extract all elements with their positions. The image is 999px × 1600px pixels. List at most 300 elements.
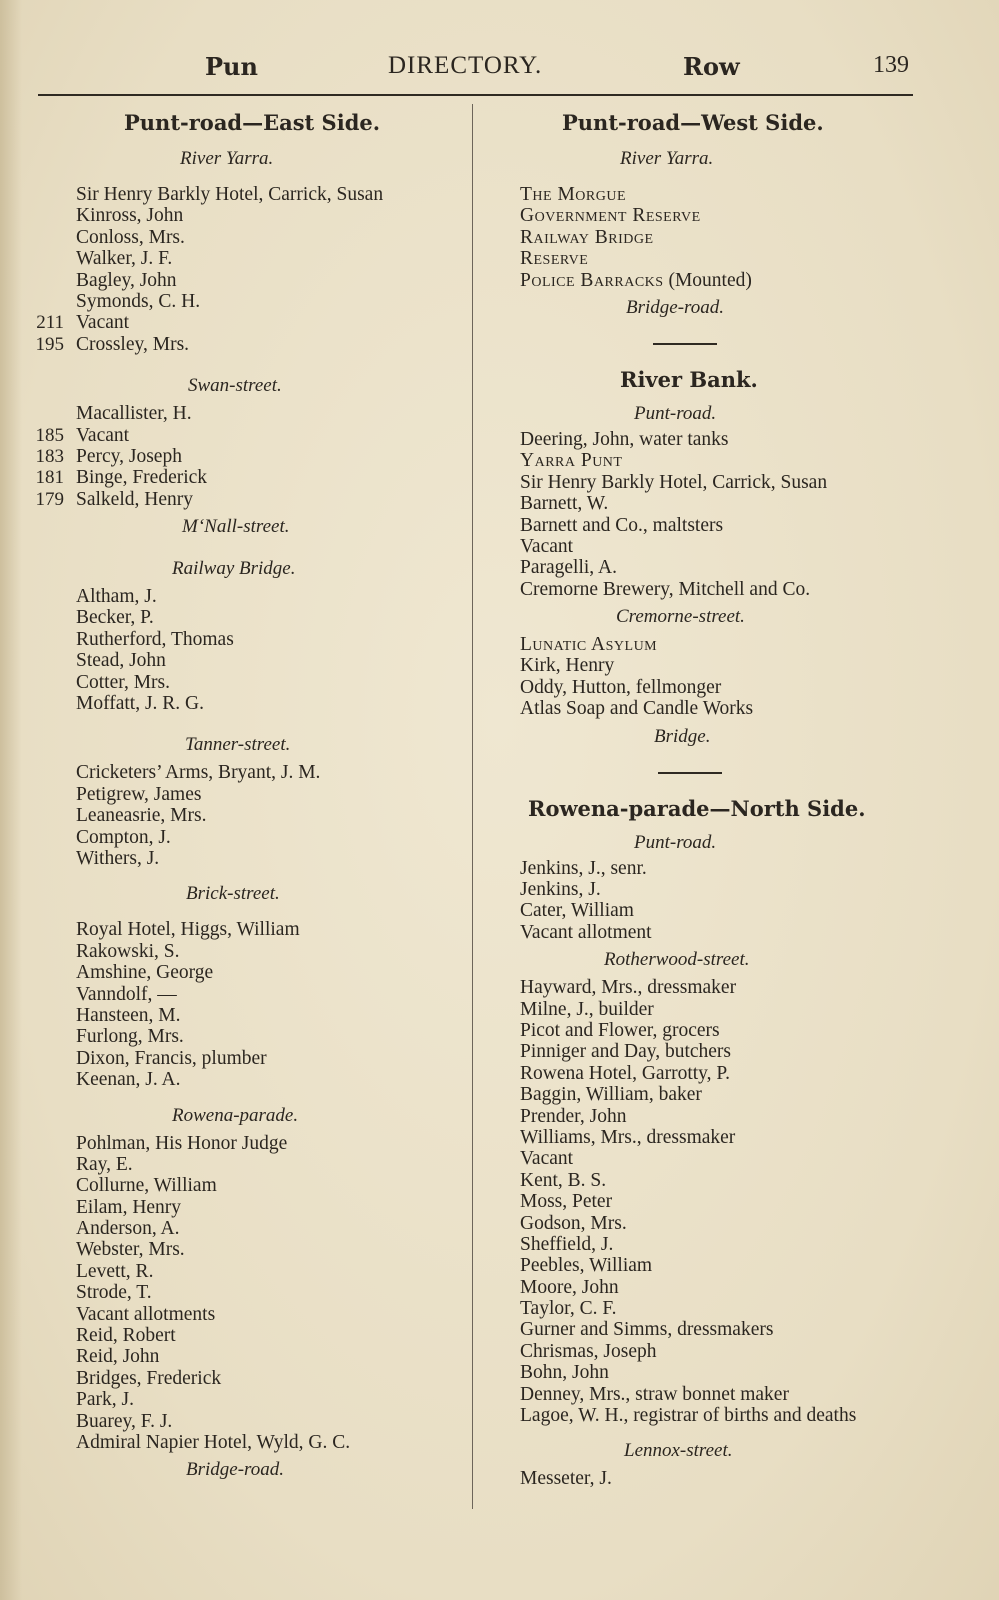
resident-name: [520, 634, 657, 655]
resident-name: [76, 1411, 172, 1432]
resident-name: [76, 312, 129, 333]
directory-entry: [520, 450, 980, 471]
resident-name-text: Vacant: [76, 312, 130, 334]
section-title: River Bank.: [620, 366, 758, 392]
resident-name: [520, 1191, 612, 1212]
street-heading: Bridge-road.: [626, 296, 724, 318]
directory-entry: [28, 693, 468, 714]
resident-name: [520, 1148, 573, 1169]
directory-entry: [520, 1298, 980, 1319]
directory-entry: [520, 227, 980, 248]
house-number: 183: [35, 445, 64, 467]
section-rule: [653, 343, 717, 345]
resident-name: [520, 184, 626, 205]
resident-name: [76, 1005, 181, 1026]
directory-entry: [28, 312, 468, 333]
street-heading: River Yarra.: [620, 148, 714, 169]
street-heading: Cremorne-street.: [616, 606, 745, 628]
directory-entry: [520, 1468, 980, 1489]
directory-entry: [28, 919, 468, 940]
section-title: Punt-road—West Side.: [562, 110, 824, 135]
directory-entry: [28, 1411, 468, 1432]
entry-list: [520, 977, 980, 1426]
resident-name-text: Ray, E.: [76, 1153, 133, 1175]
directory-entry: [520, 1106, 980, 1127]
entry-list: [28, 184, 468, 355]
resident-name-text: Moffatt, J. R. G.: [76, 693, 205, 715]
directory-entry: [520, 472, 980, 493]
directory-entry: [28, 1048, 468, 1069]
resident-name: [520, 1213, 627, 1234]
resident-name-text: Levett, R.: [76, 1260, 154, 1282]
directory-entry: [520, 1084, 980, 1105]
directory-entry: [520, 557, 980, 578]
resident-name-text: Becker, P.: [76, 607, 154, 629]
resident-name: [76, 1389, 134, 1410]
resident-name-text: Reid, John: [76, 1346, 160, 1368]
resident-name-text: Strode, T.: [76, 1282, 152, 1304]
directory-entry: [520, 1213, 980, 1234]
resident-name: [76, 1368, 221, 1389]
resident-name: [520, 1341, 657, 1362]
resident-name: [76, 962, 213, 983]
resident-name-text: Deering, John, water tanks: [520, 428, 729, 450]
resident-name-text: Compton, J.: [76, 826, 171, 848]
entry-list: [28, 586, 468, 714]
resident-name-text: Kirk, Henry: [520, 655, 615, 677]
right-column: [520, 104, 980, 1490]
directory-entry: [520, 493, 980, 514]
resident-name: [520, 900, 634, 921]
directory-entry: [28, 1239, 468, 1260]
resident-name-text: Buarey, F. J.: [76, 1410, 173, 1432]
resident-name-text: Cricketers’ Arms, Bryant, J. M.: [76, 762, 321, 784]
resident-name-text: Hansteen, M.: [76, 1004, 181, 1026]
resident-name-text: Atlas Soap and Candle Works: [520, 698, 754, 720]
resident-name: [520, 698, 753, 719]
resident-name: [520, 1468, 612, 1489]
section-title: Punt-road—East Side.: [124, 110, 381, 135]
resident-name-text: Macallister, H.: [76, 403, 192, 425]
resident-name: [76, 403, 192, 424]
resident-name-text: Royal Hotel, Higgs, William: [76, 919, 300, 941]
column-divider: [472, 104, 473, 1509]
entry-list: [28, 1133, 468, 1454]
street-heading: Swan-street.: [188, 375, 282, 397]
street-heading: M‘Nall-street.: [182, 516, 290, 538]
directory-entry: [520, 1384, 980, 1405]
resident-name-text: Vacant: [76, 424, 130, 446]
resident-name: [76, 291, 200, 312]
resident-name-text: Altham, J.: [76, 586, 157, 608]
resident-name-text: Kinross, John: [76, 205, 184, 227]
directory-entry: [520, 1148, 980, 1169]
resident-name-text: Barnett and Co., maltsters: [520, 514, 724, 536]
resident-name-text: Vacant allotments: [76, 1303, 216, 1325]
resident-name: [520, 677, 721, 698]
directory-entry: [28, 607, 468, 628]
entry-list: [520, 1468, 980, 1489]
resident-name: [76, 805, 206, 826]
resident-name: [76, 762, 320, 783]
resident-name: [76, 941, 179, 962]
resident-name: [76, 248, 172, 269]
resident-name-text: Conloss, Mrs.: [76, 226, 185, 248]
resident-name-text: Sir Henry Barkly Hotel, Carrick, Susan: [520, 471, 828, 493]
directory-entry: [520, 1170, 980, 1191]
street-heading: Tanner-street.: [185, 734, 291, 756]
resident-name: [76, 227, 185, 248]
header-rule: [38, 94, 913, 96]
directory-entry: [28, 1197, 468, 1218]
entry-list: [28, 403, 468, 510]
directory-entry: [520, 655, 980, 676]
resident-name-text: Yarra Punt: [520, 450, 623, 472]
resident-name-text: Denney, Mrs., straw bonnet maker: [520, 1383, 789, 1405]
directory-entry: [28, 1069, 468, 1090]
resident-name-text: Crossley, Mrs.: [76, 333, 190, 355]
resident-name-text: Walker, J. F.: [76, 248, 173, 270]
resident-name-text: Milne, J., builder: [520, 998, 654, 1020]
resident-name-text: Chrismas, Joseph: [520, 1340, 657, 1362]
resident-name-text: Park, J.: [76, 1389, 134, 1411]
header-left-catchword: Pun: [205, 52, 258, 81]
resident-name-text: Anderson, A.: [76, 1218, 180, 1240]
directory-entry: [520, 184, 980, 205]
resident-name: [76, 1069, 181, 1090]
directory-entry: [28, 467, 468, 488]
directory-entry: [520, 1277, 980, 1298]
resident-name-text: Webster, Mrs.: [76, 1239, 185, 1261]
resident-name-text: Cremorne Brewery, Mitchell and Co.: [520, 578, 811, 600]
resident-name-text: Reid, Robert: [76, 1325, 176, 1347]
resident-name: [520, 270, 752, 291]
resident-name: [76, 184, 383, 205]
resident-name-text: Vacant allotment: [520, 921, 652, 943]
resident-name: [76, 586, 157, 607]
directory-entry: [28, 1389, 468, 1410]
directory-entry: [28, 984, 468, 1005]
resident-name-text: Messeter, J.: [520, 1468, 612, 1490]
resident-name: [520, 858, 647, 879]
street-heading: Bridge-road.: [186, 1459, 284, 1481]
directory-entry: [28, 1133, 468, 1154]
resident-name: [520, 1277, 619, 1298]
directory-entry: [520, 1234, 980, 1255]
resident-name: [76, 1346, 159, 1367]
directory-entry: [520, 579, 980, 600]
directory-entry: [28, 941, 468, 962]
street-heading: Punt-road.: [634, 831, 717, 853]
resident-name-text: Dixon, Francis, plumber: [76, 1047, 267, 1069]
resident-name: [520, 1405, 856, 1426]
directory-entry: [28, 334, 468, 355]
resident-name-text: Prender, John: [520, 1105, 627, 1127]
resident-name-text: Sheffield, J.: [520, 1233, 614, 1255]
resident-name: [76, 1175, 217, 1196]
directory-entry: [28, 270, 468, 291]
resident-name: [520, 1298, 617, 1319]
resident-name: [520, 429, 728, 450]
directory-entry: [520, 1255, 980, 1276]
directory-entry: [520, 698, 980, 719]
resident-name: [76, 1026, 184, 1047]
street-heading: Rowena-parade.: [172, 1104, 299, 1126]
directory-entry: [520, 1041, 980, 1062]
directory-entry: [520, 1020, 980, 1041]
resident-name: [76, 1325, 176, 1346]
directory-entry: [28, 672, 468, 693]
resident-name-text: Collurne, William: [76, 1175, 217, 1197]
resident-name-text: Taylor, C. F.: [520, 1298, 617, 1320]
street-heading: Bridge.: [654, 725, 711, 747]
resident-name-text: Baggin, William, baker: [520, 1084, 702, 1106]
resident-name-text: Bridges, Frederick: [76, 1367, 222, 1389]
resident-name-text: Cater, William: [520, 900, 634, 922]
resident-name: [520, 1106, 626, 1127]
entry-list: [520, 858, 980, 944]
directory-entry: [520, 1063, 980, 1084]
entry-list: [520, 634, 980, 720]
resident-name-text: Government Reserve: [520, 205, 701, 227]
resident-name-text: Percy, Joseph: [76, 445, 182, 467]
resident-name: [520, 879, 601, 900]
section-title: Rowena-parade—North Side.: [528, 795, 866, 821]
house-number: 179: [35, 488, 64, 510]
street-heading: Rotherwood-street.: [604, 949, 750, 971]
directory-entry: [28, 1154, 468, 1175]
street-heading: Brick-street.: [186, 883, 280, 905]
directory-entry: [520, 536, 980, 557]
directory-entry: [28, 1325, 468, 1346]
directory-entry: [28, 1346, 468, 1367]
directory-entry: [28, 586, 468, 607]
resident-name-text: Williams, Mrs., dressmaker: [520, 1126, 736, 1148]
resident-name-text: Symonds, C. H.: [76, 290, 201, 312]
resident-name-text: Peebles, William: [520, 1255, 653, 1277]
resident-name-text: Godson, Mrs.: [520, 1212, 627, 1234]
resident-name: [520, 922, 652, 943]
resident-name-text: Jenkins, J.: [520, 879, 601, 901]
header-right-catchword: Row: [683, 52, 740, 81]
resident-name: [520, 999, 654, 1020]
directory-entry: [520, 205, 980, 226]
resident-name-text: Rutherford, Thomas: [76, 628, 234, 650]
directory-entry: [28, 962, 468, 983]
directory-entry: [28, 184, 468, 205]
running-header: [0, 52, 999, 92]
resident-name-text: Keenan, J. A.: [76, 1069, 181, 1091]
resident-name: [520, 1234, 613, 1255]
resident-name: [76, 1133, 287, 1154]
resident-name-text: Cotter, Mrs.: [76, 671, 171, 693]
directory-entry: [520, 1362, 980, 1383]
resident-name: [520, 515, 723, 536]
resident-name: [520, 450, 622, 471]
resident-name: [520, 1041, 731, 1062]
resident-name-text: Eilam, Henry: [76, 1196, 182, 1218]
directory-entry: [520, 429, 980, 450]
page-number: 139: [873, 52, 909, 78]
resident-name-suffix: (Mounted): [663, 269, 752, 291]
resident-name-text: Jenkins, J., senr.: [520, 857, 647, 879]
resident-name: [76, 1154, 133, 1175]
resident-name: [76, 270, 177, 291]
resident-name-text: Lunatic Asylum: [520, 634, 658, 656]
directory-entry: [28, 205, 468, 226]
resident-name: [76, 334, 189, 355]
house-number: 211: [36, 312, 64, 334]
resident-name: [76, 1197, 181, 1218]
resident-name-text: Kent, B. S.: [520, 1169, 607, 1191]
street-heading: Punt-road.: [634, 402, 717, 424]
resident-name-text: Hayward, Mrs., dressmaker: [520, 977, 737, 999]
resident-name: [520, 1362, 609, 1383]
resident-name-text: Lagoe, W. H., registrar of births and deaths: [520, 1405, 857, 1427]
resident-name-text: Furlong, Mrs.: [76, 1026, 184, 1048]
resident-name-text: Barnett, W.: [520, 493, 609, 515]
resident-name-text: Petigrew, James: [76, 783, 202, 805]
resident-name: [520, 205, 701, 226]
resident-name: [76, 1282, 152, 1303]
directory-entry: [28, 848, 468, 869]
directory-entry: [520, 977, 980, 998]
resident-name: [76, 1218, 179, 1239]
resident-name: [76, 693, 204, 714]
resident-name-text: Pohlman, His Honor Judge: [76, 1132, 288, 1154]
directory-entry: [28, 629, 468, 650]
street-heading: Lennox-street.: [624, 1440, 733, 1462]
resident-name: [76, 650, 166, 671]
directory-entry: [520, 900, 980, 921]
resident-name: [76, 425, 129, 446]
resident-name: [520, 579, 810, 600]
directory-entry: [28, 403, 468, 424]
directory-entry: [28, 227, 468, 248]
directory-entry: [520, 879, 980, 900]
entry-list: [520, 184, 980, 291]
resident-name-text: Picot and Flower, grocers: [520, 1019, 720, 1041]
directory-entry: [520, 1319, 980, 1340]
resident-name-text: Salkeld, Henry: [76, 488, 193, 510]
resident-name-text: Reserve: [520, 248, 589, 270]
header-title: DIRECTORY.: [388, 52, 543, 79]
house-number: 181: [35, 467, 64, 489]
resident-name: [76, 489, 193, 510]
entry-list: [28, 762, 468, 869]
directory-entry: [520, 1405, 980, 1426]
resident-name: [520, 1063, 730, 1084]
directory-entry: [28, 784, 468, 805]
resident-name-text: Rowena Hotel, Garrotty, P.: [520, 1062, 730, 1084]
resident-name-text: Vanndolf, —: [76, 983, 177, 1005]
resident-name-text: Leaneasrie, Mrs.: [76, 805, 207, 827]
resident-name: [76, 672, 170, 693]
resident-name: [520, 655, 614, 676]
resident-name: [520, 493, 608, 514]
resident-name: [76, 984, 177, 1005]
resident-name-text: Vacant: [520, 535, 574, 557]
directory-entry: [28, 1282, 468, 1303]
resident-name-text: Moss, Peter: [520, 1191, 613, 1213]
directory-entry: [28, 248, 468, 269]
directory-entry: [28, 291, 468, 312]
resident-name-text: Rakowski, S.: [76, 940, 180, 962]
left-column: [28, 104, 468, 1487]
resident-name-text: Police Barracks: [520, 269, 664, 291]
directory-entry: [28, 827, 468, 848]
resident-name-text: Paragelli, A.: [520, 557, 617, 579]
directory-entry: [520, 922, 980, 943]
directory-entry: [28, 425, 468, 446]
resident-name: [76, 205, 183, 226]
directory-entry: [520, 270, 980, 291]
resident-name-text: Bohn, John: [520, 1362, 609, 1384]
directory-entry: [28, 762, 468, 783]
resident-name: [76, 1239, 185, 1260]
directory-entry: [520, 1341, 980, 1362]
resident-name: [520, 536, 573, 557]
resident-name: [76, 848, 159, 869]
directory-entry: [28, 1261, 468, 1282]
resident-name: [76, 467, 207, 488]
house-number: 185: [35, 424, 64, 446]
resident-name: [520, 248, 588, 269]
binding-shadow: [0, 0, 22, 1600]
resident-name-text: Railway Bridge: [520, 226, 654, 248]
resident-name: [520, 227, 654, 248]
directory-entry: [28, 1368, 468, 1389]
resident-name: [76, 629, 234, 650]
resident-name-text: Binge, Frederick: [76, 467, 208, 489]
directory-entry: [520, 515, 980, 536]
resident-name-text: Moore, John: [520, 1276, 619, 1298]
resident-name: [520, 472, 827, 493]
directory-entry: [28, 1026, 468, 1047]
resident-name-text: Gurner and Simms, dressmakers: [520, 1319, 774, 1341]
house-number: 195: [35, 333, 64, 355]
resident-name: [520, 1127, 735, 1148]
directory-entry: [28, 650, 468, 671]
directory-entry: [520, 248, 980, 269]
resident-name: [520, 977, 736, 998]
directory-entry: [28, 1218, 468, 1239]
resident-name: [520, 1319, 773, 1340]
resident-name: [520, 1384, 789, 1405]
directory-entry: [520, 999, 980, 1020]
resident-name: [76, 827, 171, 848]
directory-entry: [28, 1175, 468, 1196]
entry-list: [28, 919, 468, 1090]
directory-entry: [520, 858, 980, 879]
directory-entry: [28, 1005, 468, 1026]
resident-name-text: Bagley, John: [76, 269, 177, 291]
directory-entry: [520, 1191, 980, 1212]
resident-name-text: Stead, John: [76, 650, 166, 672]
street-heading: Railway Bridge.: [172, 558, 296, 580]
street-heading: River Yarra.: [180, 148, 274, 169]
entry-list: [520, 429, 980, 600]
resident-name: [76, 446, 182, 467]
directory-entry: [28, 446, 468, 467]
resident-name-text: Admiral Napier Hotel, Wyld, G. C.: [76, 1431, 351, 1453]
resident-name-text: Withers, J.: [76, 847, 160, 869]
resident-name-text: Oddy, Hutton, fellmonger: [520, 676, 722, 698]
resident-name-text: The Morgue: [520, 184, 627, 205]
resident-name: [76, 1048, 267, 1069]
resident-name: [76, 919, 300, 940]
resident-name: [520, 1020, 720, 1041]
